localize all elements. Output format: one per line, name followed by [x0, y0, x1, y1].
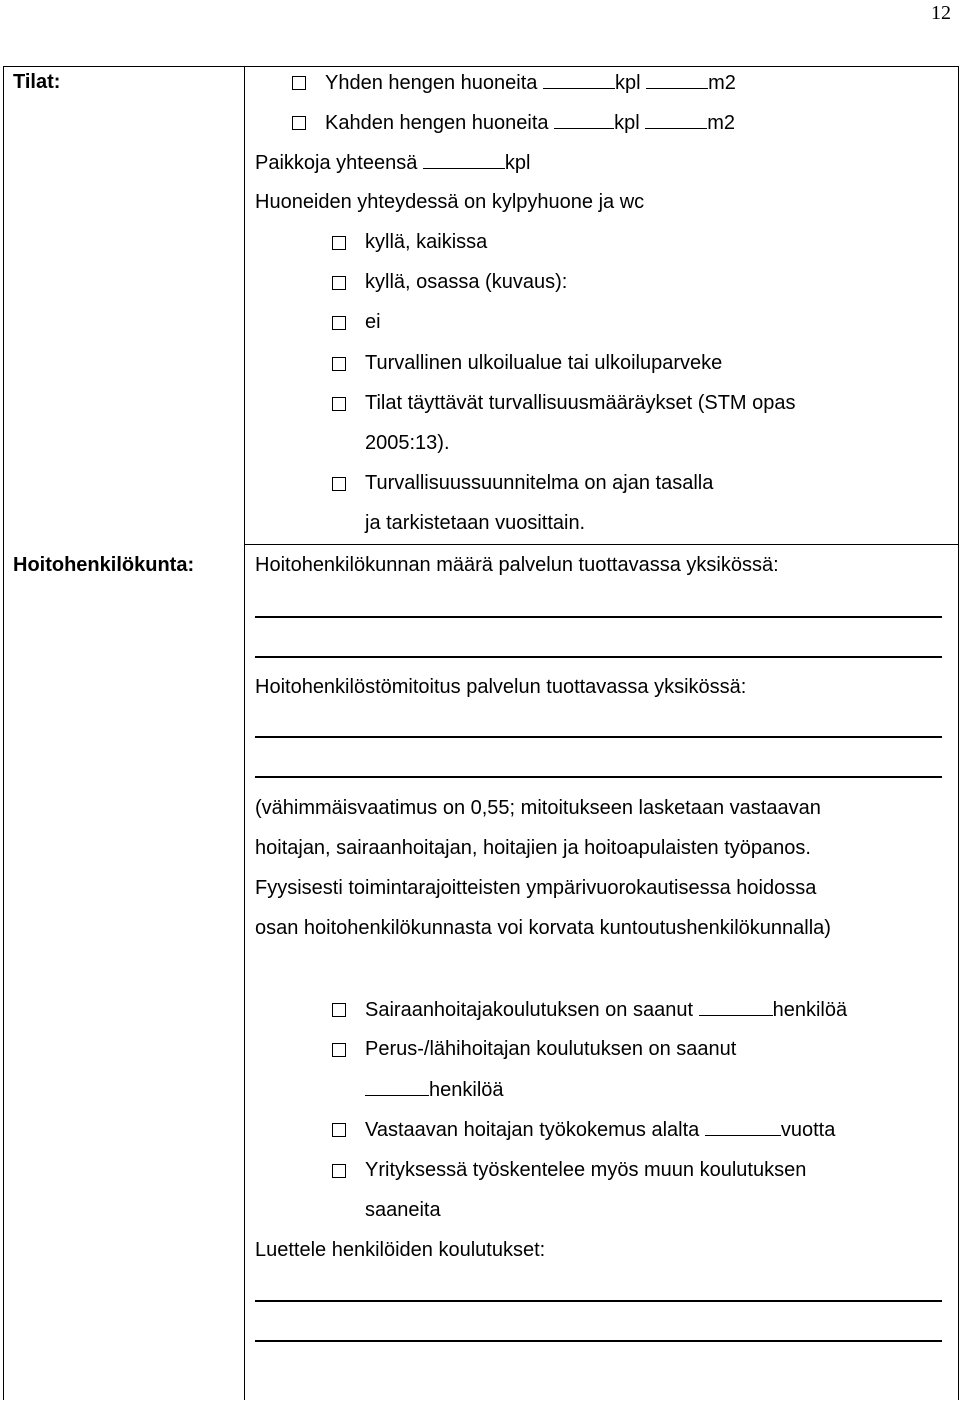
staff-count-answer-line-1[interactable] [255, 616, 942, 618]
head-nurse-exp-row [365, 1117, 835, 1142]
checkbox-practical-nurse[interactable] [332, 1043, 346, 1057]
checkbox-single-rooms[interactable] [292, 76, 306, 90]
double-rooms-m2: m2 [707, 112, 736, 134]
table-column-divider [244, 66, 245, 1400]
page-number: 12 [931, 2, 951, 24]
safety-regs-text-line1: Tilat täyttävät turvallisuusmääräykset (STM opas [365, 392, 796, 414]
staff-count-question: Hoitohenkilökunnan määrä palvelun tuottavassa yksikössä: [255, 554, 779, 576]
safe-outdoor-text: Turvallinen ulkoilualue tai ulkoiluparveke [365, 352, 723, 374]
places-total-row [255, 150, 530, 175]
trainings-answer-line-1[interactable] [255, 1300, 942, 1302]
checkbox-double-rooms[interactable] [292, 116, 306, 130]
staff-ratio-question: Hoitohenkilöstömitoitus palvelun tuottavassa yksikössä: [255, 676, 747, 698]
safety-plan-text-line2: ja tarkistetaan vuosittain. [365, 512, 586, 534]
head-nurse-exp-unit: vuotta [780, 1119, 836, 1141]
bathroom-question: Huoneiden yhteydessä on kylpyhuone ja wc [255, 191, 645, 213]
option-yes-all: kyllä, kaikissa [365, 231, 488, 253]
staff-note-line-4: osan hoitohenkilökunnasta voi korvata kuntoutushenkilökunnalla) [255, 917, 831, 939]
single-rooms-m2: m2 [708, 72, 736, 94]
single-rooms-area-field[interactable] [646, 70, 708, 89]
practical-nurse-text: Perus-/lähihoitajan koulutuksen on saanut [365, 1038, 737, 1060]
checkbox-safety-regs[interactable] [332, 397, 346, 411]
checkbox-yes-some[interactable] [332, 276, 346, 290]
table-right-border [958, 66, 959, 1400]
checkbox-safety-plan[interactable] [332, 477, 346, 491]
option-no: ei [365, 311, 381, 333]
checkbox-other-training[interactable] [332, 1164, 346, 1178]
head-nurse-exp-years-field[interactable] [705, 1117, 781, 1136]
table-row-divider [244, 544, 958, 545]
single-rooms-count-field[interactable] [543, 70, 615, 89]
staff-label: Hoitohenkilökunta: [13, 554, 195, 576]
trainings-answer-line-2[interactable] [255, 1340, 942, 1342]
double-rooms-text: Kahden hengen huoneita [325, 112, 549, 134]
staff-count-answer-line-2[interactable] [255, 656, 942, 658]
staff-note-line-2: hoitajan, sairaanhoitajan, hoitajien ja hoitoapulaisten työpanos. [255, 837, 811, 859]
table-top-border [3, 66, 959, 67]
head-nurse-exp-text: Vastaavan hoitajan työkokemus alalta [365, 1119, 700, 1141]
staff-ratio-answer-line-1[interactable] [255, 736, 942, 738]
double-rooms-row [325, 110, 735, 135]
practical-nurse-unit: henkilöä [429, 1079, 504, 1101]
table-left-border [3, 66, 4, 1400]
practical-nurse-count-field[interactable] [365, 1077, 429, 1096]
checkbox-safe-outdoor[interactable] [332, 357, 346, 371]
checkbox-head-nurse-exp[interactable] [332, 1123, 346, 1137]
option-yes-some: kyllä, osassa (kuvaus): [365, 271, 568, 293]
list-trainings-label: Luettele henkilöiden koulutukset: [255, 1239, 546, 1261]
other-training-text-line1: Yrityksessä työskentelee myös muun koulutuksen [365, 1159, 807, 1181]
single-rooms-text: Yhden hengen huoneita [325, 72, 538, 94]
single-rooms-kpl: kpl [614, 72, 641, 94]
places-total-text: Paikkoja yhteensä [255, 152, 418, 174]
other-training-text-line2: saaneita [365, 1199, 441, 1221]
double-rooms-kpl: kpl [614, 112, 640, 134]
checkbox-nurse-training[interactable] [332, 1003, 346, 1017]
staff-note-line-1: (vähimmäisvaatimus on 0,55; mitoitukseen lasketaan vastaavan [255, 797, 821, 819]
staff-note-line-3: Fyysisesti toimintarajoitteisten ympärivuorokautisessa hoidossa [255, 877, 817, 899]
practical-nurse-row2 [365, 1077, 504, 1102]
nurse-training-count-field[interactable] [699, 997, 773, 1016]
nurse-training-unit: henkilöä [772, 999, 848, 1021]
safety-regs-text-line2: 2005:13). [365, 432, 450, 454]
tilat-label: Tilat: [13, 71, 61, 93]
single-rooms-row [325, 70, 736, 95]
double-rooms-count-field[interactable] [554, 110, 614, 129]
double-rooms-area-field[interactable] [645, 110, 707, 129]
checkbox-no[interactable] [332, 316, 346, 330]
nurse-training-text: Sairaanhoitajakoulutuksen on saanut [365, 999, 694, 1021]
places-total-kpl: kpl [504, 152, 531, 174]
nurse-training-row [365, 997, 847, 1022]
staff-ratio-answer-line-2[interactable] [255, 776, 942, 778]
checkbox-yes-all[interactable] [332, 236, 346, 250]
safety-plan-text-line1: Turvallisuussuunnitelma on ajan tasalla [365, 472, 714, 494]
places-total-field[interactable] [423, 150, 505, 169]
